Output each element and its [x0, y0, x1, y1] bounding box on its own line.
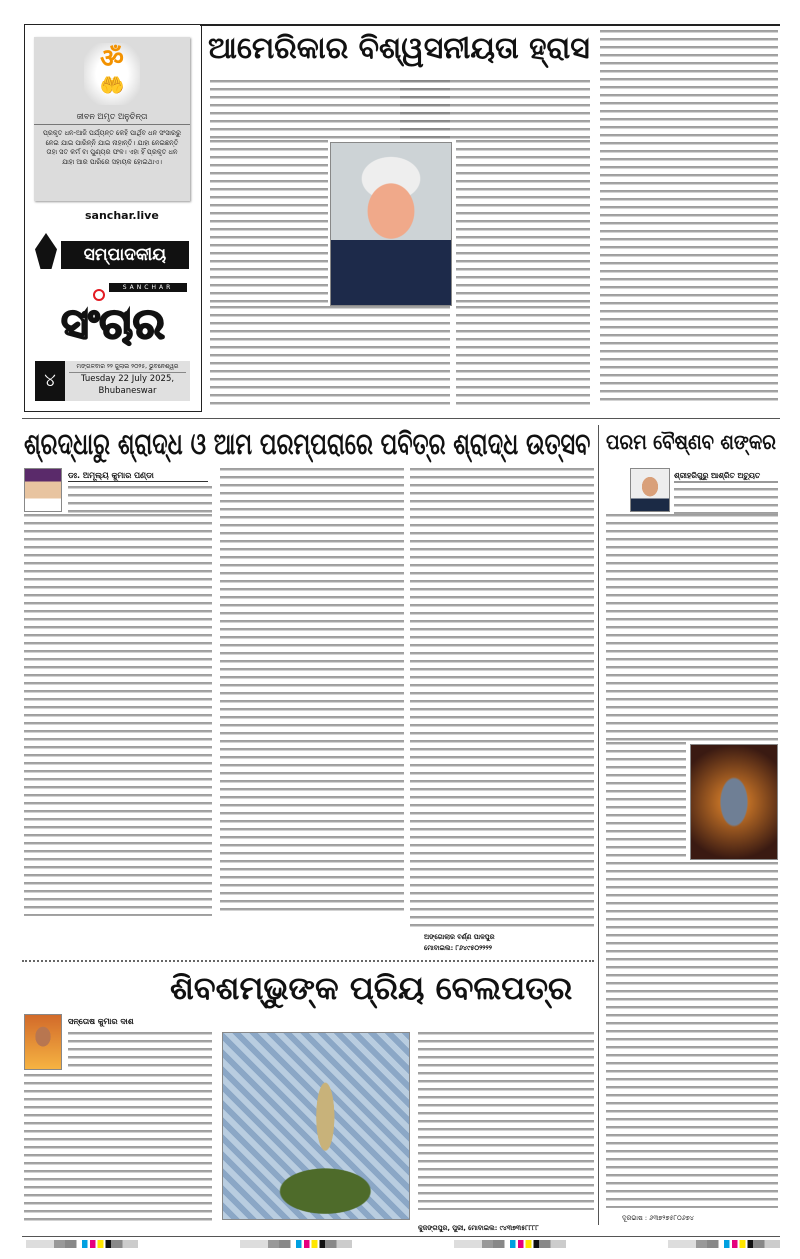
city-en: Bhubaneswar: [98, 386, 157, 396]
brand-dot-icon: [93, 289, 105, 301]
dashed-divider: [22, 960, 594, 962]
color-registration-bars: [0, 1240, 800, 1250]
date-en: Tuesday 22 July 2025,: [80, 374, 175, 384]
brand-logo: ସଂଚାର: [61, 299, 165, 348]
article2-text-a: [674, 488, 778, 514]
quote-title: ଜୀବନ ଅମୃତ ଅନୁଚିନ୍ତା: [34, 111, 190, 125]
column-divider: [598, 425, 599, 1225]
author-photo: [24, 468, 62, 512]
article2-byline: ଶ୍ରୀହରିଗୁରୁ ଆଶ୍ରିତ ଅଚ୍ୟୁତ: [674, 470, 778, 483]
brand-en: SANCHAR: [109, 283, 187, 292]
article3-text-col1a: [68, 1032, 212, 1072]
editorial-text-col2c: [456, 306, 590, 406]
masthead-box: [24, 24, 202, 412]
article1-text-col3: [410, 468, 594, 928]
article1-text-col2: [220, 468, 404, 916]
article3-text-col3: [418, 1032, 594, 1210]
editorial-photo: [330, 142, 452, 306]
editorial-headline: ଆମେରିକାର ବିଶ୍ୱସନୀୟତା ହ୍ରାସ: [208, 31, 590, 66]
bottom-rule: [22, 1236, 780, 1237]
quote-box: [34, 37, 190, 201]
belpatra-image: [222, 1032, 410, 1220]
article3-byline: ସନ୍ତୋଷ କୁମାର ଦାଶ: [68, 1017, 134, 1026]
color-bar: [668, 1240, 780, 1248]
article1-headline: ଶ୍ରଦ୍ଧାରୁ ଶ୍ରାଦ୍ଧ ଓ ଆମ ପରମ୍ପରାରେ ପବିତ୍ର ଶ୍ରାଦ୍ଧ ଉତ୍ସବ: [24, 427, 591, 462]
section-label: ସମ୍ପାଦକୀୟ: [61, 241, 189, 269]
article1-footer-place: ଅଙ୍ଗୋଲାର ବର୍ଣ୍ଣ ପାଳପୁର: [424, 933, 495, 941]
date-box: [65, 361, 190, 401]
article1-text-col1: [68, 486, 212, 514]
om-hands-icon: ॐ 🤲: [84, 43, 140, 105]
article1-byline: ଡଃ. ଅମୂଲ୍ୟ କୁମାର ପଣ୍ଡା: [68, 470, 208, 482]
editorial-text-col2b: [456, 140, 590, 306]
editorial-text-col2: [400, 80, 590, 140]
article3-footer-contact: କୁଜଙ୍ଗପୁର, ପୁରୀ, ମୋବାଇଲ: ୯୪୩୭୩୫୮୮୮୮: [418, 1224, 539, 1232]
editorial-text-col1b: [210, 140, 328, 306]
pen-nib-icon: [35, 233, 57, 269]
article1-footer-mobile: ମୋବାଇଲ: ୮୬୪୯୫୦୨୨୨୨: [424, 944, 493, 952]
article2-text-c: [606, 742, 686, 860]
article2-author-photo: [630, 468, 670, 512]
editorial-text-col1c: [210, 306, 450, 406]
article2-text-b: [606, 514, 778, 742]
shiva-image: [690, 744, 778, 860]
article3-author-photo: [24, 1014, 62, 1070]
date-odia: ମଙ୍ଗଳବାର ୨୨ ଜୁଲାଇ ୨୦୨୫, ଭୁବନେଶ୍ୱର: [69, 361, 186, 373]
article2-text-d: [606, 862, 778, 1208]
quote-text: ପ୍ରକୃତ ଧନ-ଆଜି ପର୍ଯ୍ୟନ୍ତ କେହି ପାର୍ଥିବ ଧନ ସଂସାରରୁ ନେଇ ଯାଇ ପାରିନ୍ନି ଯାଇ ନାହାନ୍ତି। ଯାହା ନେଇଛନ୍ତି ତାହା ସତ କର୍ମ ବା ପୁଣ୍ୟର ଫଳ। ଏହା ହିଁ ପ୍ରକୃତ ଧନ ଯାହା ଆର ପାରିରେ ସହାୟକ ହୋଇଥାଏ।: [42, 129, 182, 166]
article2-footer-mobile: ଦୂରଭାଷ : ୬୩୭୨୭୫୮୦୬୭୪: [622, 1214, 694, 1222]
website-link[interactable]: sanchar.live: [85, 209, 159, 222]
page-number: ୪: [35, 361, 65, 401]
color-bar: [26, 1240, 138, 1248]
top-rule: [200, 24, 780, 26]
color-bar: [454, 1240, 566, 1248]
article3-text-col1b: [24, 1074, 212, 1222]
article2-headline: ପରମ ବୈଷ୍ଣବ ଶଙ୍କର: [606, 430, 776, 454]
divider: [22, 418, 780, 419]
article1-text-col1b: [24, 514, 212, 916]
article3-headline: ଶିବଶମ୍ଭୁଙ୍କ ପ୍ରିୟ ବେଲପତ୍ର: [170, 969, 573, 1007]
color-bar: [240, 1240, 352, 1248]
editorial-text-col3: [600, 30, 778, 406]
